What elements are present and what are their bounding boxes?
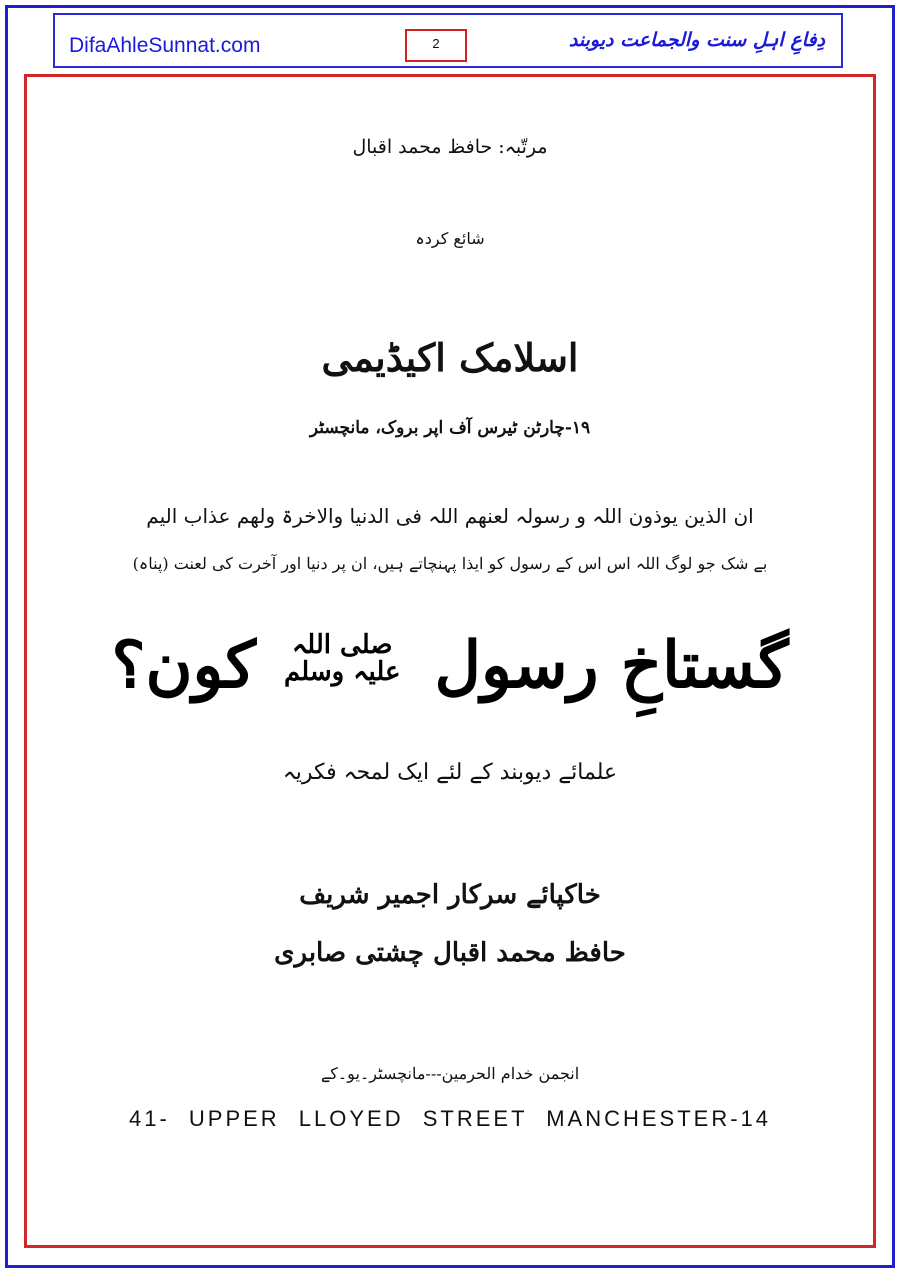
verse-translation: بے شک جو لوگ اللہ اس اس کے رسول کو ایذا پہنچاتے ہیں، ان پر دنیا اور آخرت کی لعنت (پناہ) [132,554,768,573]
organization-line: انجمن خدام الحرمین---مانچسٹر۔یو۔کے [320,1064,580,1083]
page-number: 2 [405,29,467,62]
english-address: 41- UPPER LLOYED STREET MANCHESTER-14 [128,1106,772,1131]
page-header [53,13,843,68]
quran-verse: ان الذین یوذون اللہ و رسولہ لعنھم اللہ فی الدنیا والاخرۃ ولھم عذاب الیم [146,504,754,528]
book-subtitle: علمائے دیوبند کے لئے ایک لمحہ فکریہ [282,760,618,785]
book-title [0,610,900,720]
compiler-credit: مرتّبہ: حافظ محمد اقبال [352,136,548,158]
salutation-bottom: علیہ وسلم [283,657,401,687]
site-name: DifaAhleSunnat.com [69,34,261,57]
book-title-part-b: کون؟ [111,627,256,703]
publisher-name: اسلامک اکیڈیمی [321,335,579,380]
header-title: دِفاعِ اہلِ سنت والجماعت دیوبند [568,29,825,51]
book-title-part-a: گستاخِ رسول [434,627,789,703]
salutation-ligature [283,629,401,687]
publisher-address: ۱۹-چارٹن ٹیرس آف اپر بروک، مانچسٹر [309,418,591,438]
salutation-top: صلی اللہ [292,629,393,660]
author-line-1: خاکپائے سرکار اجمیر شریف [299,880,601,910]
author-line-2: حافظ محمد اقبال چشتی صابری [274,938,626,968]
published-by-label: شائع کردہ [415,229,485,248]
